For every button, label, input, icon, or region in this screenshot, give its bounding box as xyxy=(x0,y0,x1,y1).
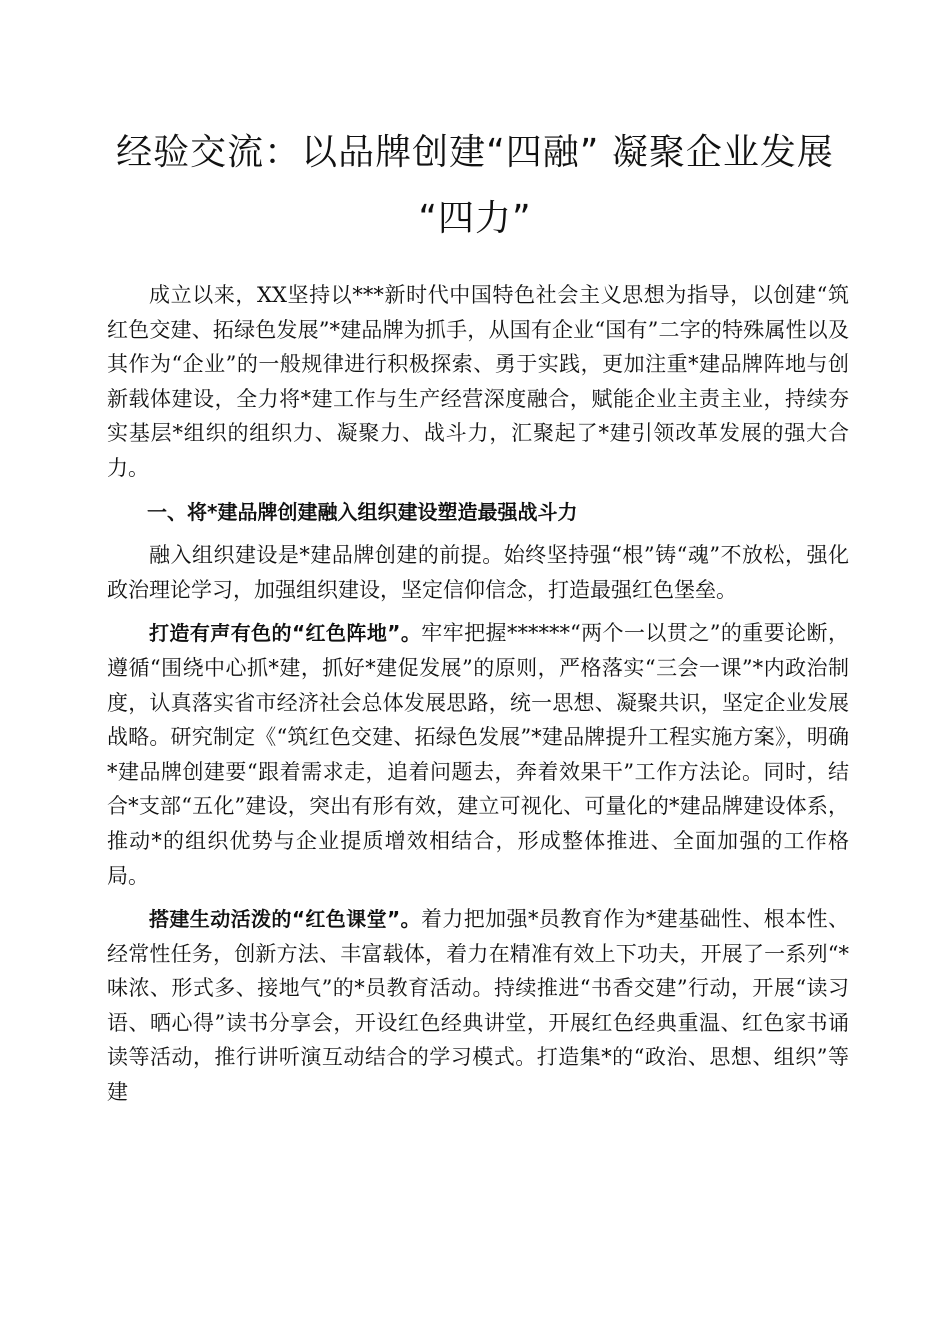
item-1-text: 牢牢把握******“两个一以贯之”的重要论断，遵循“围绕中心抓*建，抓好*建促发展”的原则，严格落实“三会一课”*内政治制度，认真落实省市经济社会总体发展思路，统一思想、凝聚共识，坚定企业发展战略。研究制定《“筑红色交建、拓绿色发展”*建品牌提升工程实施方案》，明确*建品牌创建要“跟着需求走，追着问题去，奔着效果干”工作方法论。同时，结合*支部“五化”建设，突出有形有效，建立可视化、可量化的*建品牌建设体系，推动*的组织优势与企业提质增效相结合，形成整体推进、全面加强的工作格局。 xyxy=(107,621,849,888)
item-2-text: 着力把加强*员教育作为*建基础性、根本性、经常性任务，创新方法、丰富载体，着力在精准有效上下功夫，开展了一系列“*味浓、形式多、接地气”的*员教育活动。持续推进“书香交建”行动，开展“读习语、晒心得”读书分享会，开设红色经典讲堂，开展红色经典重温、红色家书诵读等活动，推行讲听演互动结合的学习模式。打造集*的“政治、思想、组织”等建 xyxy=(107,907,849,1105)
item-1-paragraph xyxy=(107,616,849,893)
section-1-paragraph: 融入组织建设是*建品牌创建的前提。始终坚持强“根”铸“魂”不放松，强化政治理论学习，加强组织建设，坚定信仰信念，打造最强红色堡垒。 xyxy=(107,543,849,602)
section-heading-1: 一、将*建品牌创建融入组织建设塑造最强战斗力 xyxy=(147,499,578,524)
intro-paragraph: 成立以来，XX坚持以***新时代中国特色社会主义思想为指导，以创建“筑红色交建、拓绿色发展”*建品牌为抓手，从国有企业“国有”二字的特殊属性以及其作为“企业”的一般规律进行积极探索、勇于实践，更加注重*建品牌阵地与创新载体建设，全力将*建工作与生产经营深度融合，赋能企业主责主业，持续夯实基层*组织的组织力、凝聚力、战斗力，汇聚起了*建引领改革发展的强大合力。 xyxy=(107,283,849,480)
title-line-2: “四力” xyxy=(418,198,532,239)
document-body xyxy=(107,278,849,1110)
title-line-1: 经验交流：以品牌创建“四融” 凝聚企业发展 xyxy=(116,132,834,173)
document-title xyxy=(100,120,850,252)
item-2-lead: 搭建生动活泼的“红色课堂”。 xyxy=(149,907,421,932)
item-2-paragraph xyxy=(107,902,849,1110)
item-1-lead: 打造有声有色的“红色阵地”。 xyxy=(149,621,422,646)
